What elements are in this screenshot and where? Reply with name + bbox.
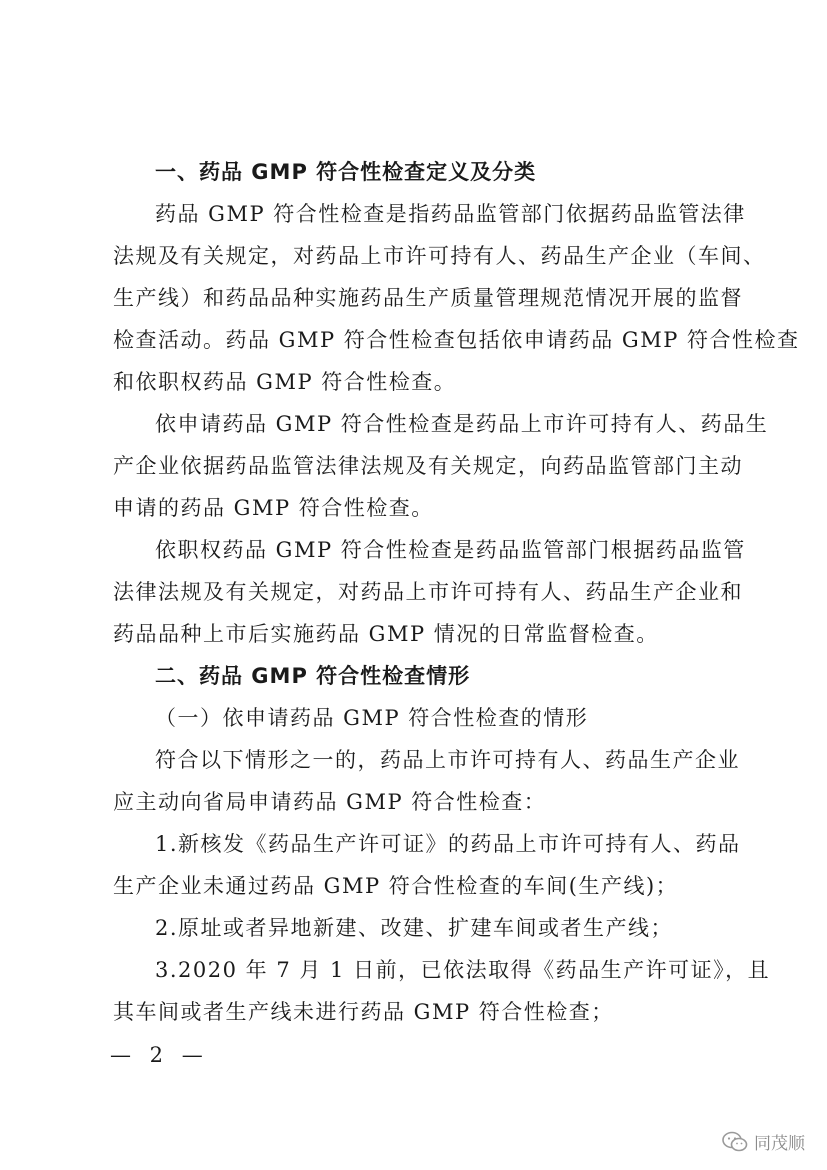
watermark-label: 同茂顺 [754, 1134, 805, 1154]
section-heading: 一、药品 GMP 符合性检查定义及分类 [155, 160, 537, 184]
text-line: 药品 GMP 符合性检查是指药品监管部门依据药品监管法律 [155, 202, 746, 226]
text-line: 应主动向省局申请药品 GMP 符合性检查： [113, 790, 547, 814]
wechat-watermark [722, 1129, 805, 1154]
text-line: 生产企业未通过药品 GMP 符合性检查的车间(生产线)； [113, 874, 679, 898]
page-number: — 2 — [110, 1043, 209, 1067]
text-line: 生产线）和药品品种实施药品生产质量管理规范情况开展的监督 [113, 286, 743, 310]
list-item: 2.原址或者异地新建、改建、扩建车间或者生产线； [155, 916, 674, 940]
text-line: 依职权药品 GMP 符合性检查是药品监管部门根据药品监管 [155, 538, 746, 562]
text-line: 法律法规及有关规定，对药品上市许可持有人、药品生产企业和 [113, 580, 743, 604]
text-line: 和依职权药品 GMP 符合性检查。 [113, 370, 457, 394]
text-line: 产企业依据药品监管法律法规及有关规定，向药品监管部门主动 [113, 454, 743, 478]
text-line: 法规及有关规定，对药品上市许可持有人、药品生产企业（车间、 [113, 244, 766, 268]
subsection-heading: （一）依申请药品 GMP 符合性检查的情形 [155, 706, 589, 730]
text-line: 检查活动。药品 GMP 符合性检查包括依申请药品 GMP 符合性检查 [113, 328, 800, 352]
text-line: 药品品种上市后实施药品 GMP 情况的日常监督检查。 [113, 622, 659, 646]
list-item: 1.新核发《药品生产许可证》的药品上市许可持有人、药品 [155, 832, 741, 856]
wechat-icon [722, 1131, 748, 1153]
text-line: 依申请药品 GMP 符合性检查是药品上市许可持有人、药品生 [155, 412, 769, 436]
text-line: 申请的药品 GMP 符合性检查。 [113, 496, 434, 520]
section-heading: 二、药品 GMP 符合性检查情形 [155, 664, 471, 688]
list-item: 3.2020 年 7 月 1 日前，已依法取得《药品生产许可证》，且 [155, 958, 771, 982]
text-line: 其车间或者生产线未进行药品 GMP 符合性检查； [113, 1000, 614, 1024]
text-line: 符合以下情形之一的，药品上市许可持有人、药品生产企业 [155, 748, 740, 772]
